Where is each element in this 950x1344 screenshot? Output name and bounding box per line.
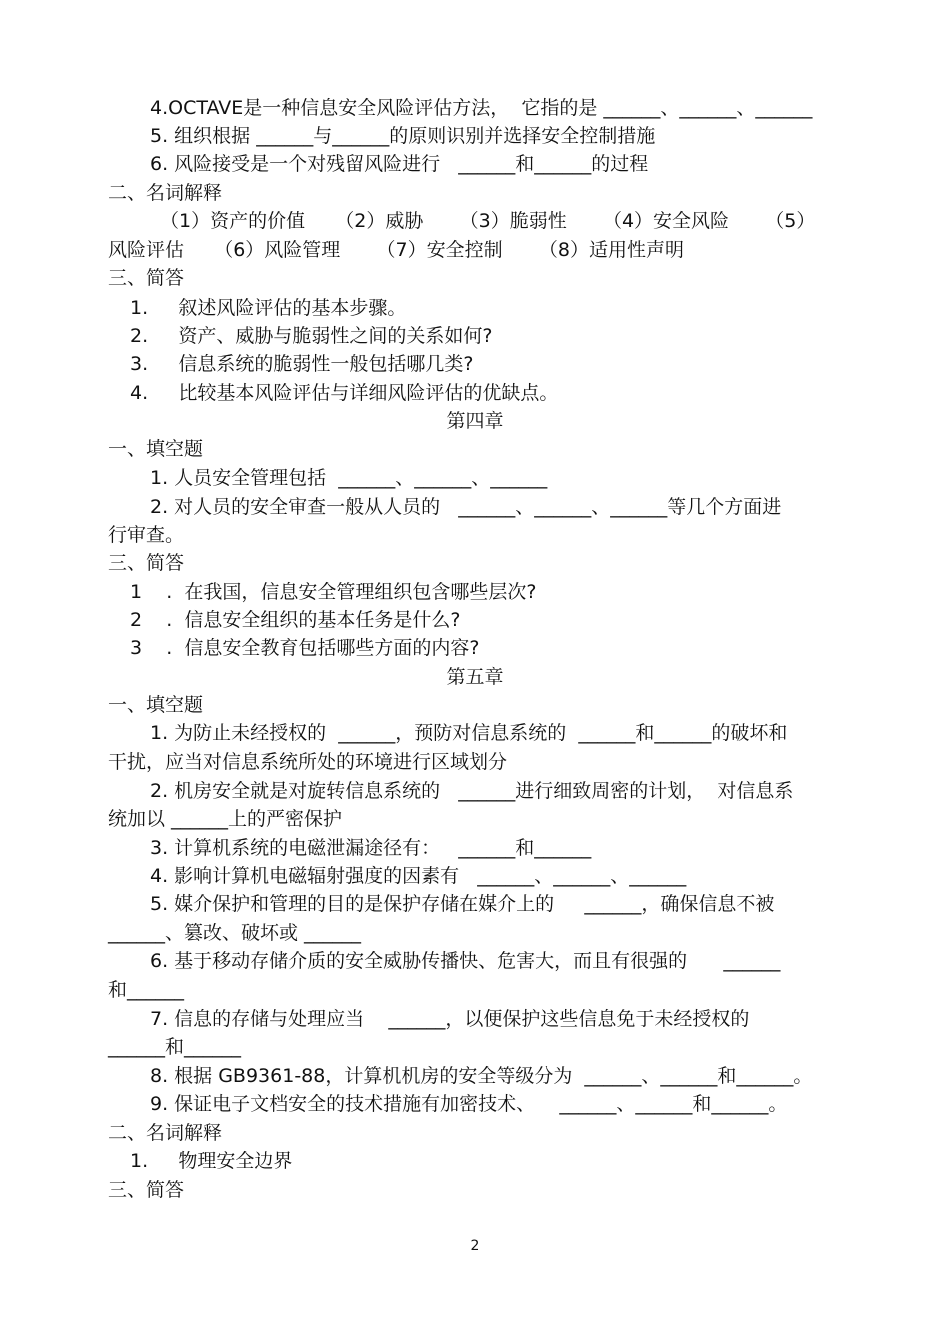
page-number: 2 <box>470 1238 480 1254</box>
text-line: ______、篡改、破坏或 ______ <box>108 922 362 944</box>
text-line: 干扰，应当对信息系统所处的环境进行区域划分 <box>108 751 508 773</box>
text-line: 3. 信息系统的脆弱性一般包括哪几类? <box>130 353 474 375</box>
text-line: ______和______ <box>108 1036 242 1058</box>
text-line: 5. 媒介保护和管理的目的是保护存储在媒介上的 ______，确保信息不被 <box>150 893 775 915</box>
text-line: 2. 机房安全就是对旋转信息系统的 ______进行细致周密的计划， 对信息系 <box>150 780 794 802</box>
text-line: 1 . 在我国，信息安全管理组织包含哪些层次? <box>130 581 537 603</box>
text-line: 第四章 <box>446 410 504 432</box>
text-line: 4.OCTAVE是一种信息安全风险评估方法， 它指的是 ______、______、______ <box>150 97 813 119</box>
text-line: 1. 人员安全管理包括 ______、______、______ <box>150 467 548 489</box>
text-line: 6. 风险接受是一个对残留风险进行 ______和______的过程 <box>150 153 649 175</box>
text-line: 3 . 信息安全教育包括哪些方面的内容? <box>130 637 480 659</box>
text-line: 三、简答 <box>108 552 185 574</box>
text-line: 一、填空题 <box>108 694 204 716</box>
text-line: 二、名词解释 <box>108 182 223 204</box>
text-line: 和______ <box>108 979 185 1001</box>
text-line: 三、简答 <box>108 267 185 289</box>
text-line: 9. 保证电子文档安全的技术措施有加密技术、 ______、______和______。 <box>150 1093 788 1115</box>
text-line: 2. 资产、威胁与脆弱性之间的关系如何? <box>130 325 493 347</box>
text-line: 6. 基于移动存储介质的安全威胁传播快、危害大，而且有很强的 ______ <box>150 950 781 972</box>
text-line: 2. 对人员的安全审查一般从人员的 ______、______、______等几个方面进 <box>150 496 782 518</box>
text-line: 统加以 ______上的严密保护 <box>108 808 343 830</box>
text-line: 1. 物理安全边界 <box>130 1150 293 1172</box>
text-line: 1. 叙述风险评估的基本步骤。 <box>130 297 407 319</box>
text-line: 8. 根据 GB9361-88，计算机机房的安全等级分为 ______、______和______。 <box>150 1065 813 1087</box>
text-line: 一、填空题 <box>108 438 204 460</box>
text-line: 风险评估 （6）风险管理 （7）安全控制 （8）适用性声明 <box>108 239 684 261</box>
text-line: 二、名词解释 <box>108 1122 223 1144</box>
text-line: 7. 信息的存储与处理应当 ______，以便保护这些信息免于未经授权的 <box>150 1008 750 1030</box>
text-line: 1. 为防止未经授权的 ______，预防对信息系统的 ______和______的破坏和 <box>150 722 788 744</box>
text-line: 三、简答 <box>108 1179 185 1201</box>
text-line: 3. 计算机系统的电磁泄漏途径有： ______和______ <box>150 837 592 859</box>
text-line: 行审查。 <box>108 524 185 546</box>
text-line: 4. 影响计算机电磁辐射强度的因素有 ______、______、______ <box>150 865 687 887</box>
text-line: 5. 组织根据 ______与______的原则识别并选择安全控制措施 <box>150 125 656 147</box>
text-line: 4. 比较基本风险评估与详细风险评估的优缺点。 <box>130 382 559 404</box>
text-line: 第五章 <box>446 666 504 688</box>
text-line: （1）资产的价值 （2）威胁 （3）脆弱性 （4）安全风险 （5） <box>160 210 816 232</box>
text-line: 2 . 信息安全组织的基本任务是什么? <box>130 609 461 631</box>
